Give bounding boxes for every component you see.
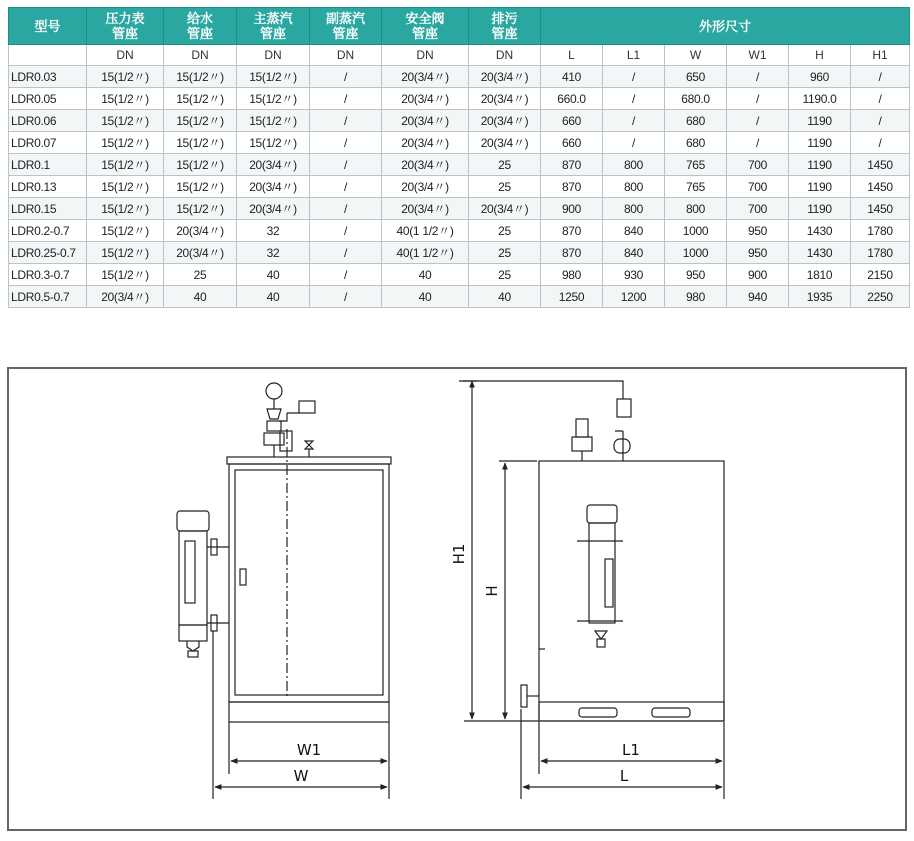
table-cell: 765 (665, 154, 727, 176)
table-row (9, 132, 910, 154)
table-cell: 15(1/2〃) (164, 154, 237, 176)
table-cell: 1190 (789, 198, 851, 220)
table-cell: 900 (541, 198, 603, 220)
col-aux-steam (310, 8, 382, 45)
table-cell: 1430 (789, 220, 851, 242)
table-row (9, 286, 910, 308)
unit-cell: DN (382, 45, 469, 66)
col-gauge-line1: 压力表 (105, 11, 145, 26)
unit-cell: DN (310, 45, 382, 66)
table-cell: / (310, 286, 382, 308)
table-row (9, 154, 910, 176)
col-gauge-line2: 管座 (111, 26, 138, 41)
table-cell: 20(3/4〃) (87, 286, 164, 308)
table-cell: 40 (164, 286, 237, 308)
table-cell: 15(1/2〃) (87, 176, 164, 198)
table-cell: / (851, 110, 910, 132)
col-drain-line1: 排污 (491, 11, 518, 26)
side-cabinet (539, 461, 724, 721)
table-cell: 1450 (851, 198, 910, 220)
table-cell: 1780 (851, 220, 910, 242)
table-body (9, 66, 910, 308)
table-cell: / (727, 132, 789, 154)
table-cell: 700 (727, 176, 789, 198)
col-aux-steam-line2: 管座 (332, 26, 359, 41)
table-row (9, 110, 910, 132)
table-cell: 870 (541, 154, 603, 176)
table-cell: 1450 (851, 154, 910, 176)
door-handle (240, 569, 246, 585)
table-cell: 20(3/4〃) (382, 88, 469, 110)
table-cell: 15(1/2〃) (237, 66, 310, 88)
table-cell: 40 (382, 264, 469, 286)
table-cell: 660 (541, 110, 603, 132)
table-cell: 40(1 1/2〃) (382, 220, 469, 242)
l1-label: L1 (622, 741, 640, 759)
table-cell: 40 (469, 286, 541, 308)
table-cell: 765 (665, 176, 727, 198)
table-cell: 870 (541, 176, 603, 198)
table-cell: / (727, 88, 789, 110)
col-main-steam-line1: 主蒸汽 (253, 11, 293, 26)
h1-label: H1 (450, 543, 468, 565)
table-cell: 680 (665, 110, 727, 132)
table-row (9, 242, 910, 264)
unit-cell: W (665, 45, 727, 66)
table-cell: 32 (237, 242, 310, 264)
table-cell: / (310, 242, 382, 264)
table-cell: 1190 (789, 110, 851, 132)
table-cell: 1935 (789, 286, 851, 308)
drawing-svg (9, 369, 905, 829)
unit-cell: W1 (727, 45, 789, 66)
table-cell: 15(1/2〃) (87, 66, 164, 88)
col-safety-line2: 管座 (411, 26, 438, 41)
table-cell: 15(1/2〃) (164, 88, 237, 110)
col-feed (164, 8, 237, 45)
unit-cell: DN (164, 45, 237, 66)
front-view (177, 383, 391, 799)
table-cell: 25 (469, 242, 541, 264)
table-cell: / (310, 88, 382, 110)
technical-drawing (7, 367, 907, 831)
table-cell: / (310, 176, 382, 198)
table-cell: 15(1/2〃) (164, 66, 237, 88)
table-cell: 1190 (789, 132, 851, 154)
table-cell: 1190.0 (789, 88, 851, 110)
h-label: H (483, 585, 501, 597)
model-cell: LDR0.15 (9, 198, 87, 220)
table-cell: 15(1/2〃) (87, 198, 164, 220)
table-cell: 25 (164, 264, 237, 286)
table-cell: 660.0 (541, 88, 603, 110)
col-drain (469, 8, 541, 45)
col-safety (382, 8, 469, 45)
table-cell: / (310, 220, 382, 242)
table-cell: / (851, 88, 910, 110)
w-label: W (293, 767, 309, 785)
table-cell: / (727, 66, 789, 88)
table-cell: 2250 (851, 286, 910, 308)
table-cell: 950 (727, 220, 789, 242)
model-cell: LDR0.5-0.7 (9, 286, 87, 308)
table-cell: 800 (603, 198, 665, 220)
table-cell: 680 (665, 132, 727, 154)
table-cell: 20(3/4〃) (164, 242, 237, 264)
table-cell: 680.0 (665, 88, 727, 110)
table-row (9, 176, 910, 198)
front-cabinet (229, 464, 389, 702)
table-row (9, 220, 910, 242)
table-row (9, 88, 910, 110)
table-cell: 40 (237, 286, 310, 308)
front-cabinet-door (235, 470, 383, 695)
table-cell: / (851, 66, 910, 88)
table-cell: 25 (469, 154, 541, 176)
col-drain-line2: 管座 (491, 26, 518, 41)
table-cell: 20(3/4〃) (382, 132, 469, 154)
table-cell: 1190 (789, 154, 851, 176)
front-top-cap (227, 457, 391, 464)
table-cell: / (310, 154, 382, 176)
table-cell: 20(3/4〃) (469, 66, 541, 88)
table-cell: 980 (541, 264, 603, 286)
table-cell: 15(1/2〃) (237, 88, 310, 110)
table-cell: 40(1 1/2〃) (382, 242, 469, 264)
table-cell: 1430 (789, 242, 851, 264)
table-row (9, 66, 910, 88)
col-main-steam-line2: 管座 (259, 26, 286, 41)
table-cell: / (603, 132, 665, 154)
table-cell: 1190 (789, 176, 851, 198)
table-cell: 410 (541, 66, 603, 88)
table-cell: 1250 (541, 286, 603, 308)
col-feed-line2: 管座 (186, 26, 213, 41)
col-main-steam (237, 8, 310, 45)
table-cell: 15(1/2〃) (237, 110, 310, 132)
table-cell: 15(1/2〃) (87, 132, 164, 154)
table-cell: 40 (237, 264, 310, 286)
model-cell: LDR0.3-0.7 (9, 264, 87, 286)
pressure-switch (299, 401, 315, 413)
table-cell: 15(1/2〃) (237, 132, 310, 154)
table-cell: 25 (469, 264, 541, 286)
table-cell: 950 (727, 242, 789, 264)
side-base (539, 702, 724, 721)
table-cell: 20(3/4〃) (237, 198, 310, 220)
table-cell: 650 (665, 66, 727, 88)
col-gauge (87, 8, 164, 45)
table-cell: / (603, 110, 665, 132)
unit-cell: L (541, 45, 603, 66)
table-cell: 800 (603, 176, 665, 198)
col-dimensions: 外形尺寸 (541, 8, 910, 45)
table-cell: 20(3/4〃) (382, 154, 469, 176)
table-cell: 1000 (665, 242, 727, 264)
model-cell: LDR0.1 (9, 154, 87, 176)
table-cell: 870 (541, 220, 603, 242)
table-cell: 20(3/4〃) (237, 154, 310, 176)
table-cell: 1450 (851, 176, 910, 198)
table-cell: 20(3/4〃) (469, 88, 541, 110)
table-cell: 800 (665, 198, 727, 220)
table-cell: 700 (727, 154, 789, 176)
table-cell: 15(1/2〃) (87, 154, 164, 176)
table-cell: / (851, 132, 910, 154)
table-cell: 800 (603, 154, 665, 176)
table-header-row (9, 8, 910, 45)
table-cell: / (310, 110, 382, 132)
table-cell: 20(3/4〃) (237, 176, 310, 198)
table-cell: 32 (237, 220, 310, 242)
table-cell: 25 (469, 220, 541, 242)
units-blank (9, 45, 87, 66)
table-cell: 1000 (665, 220, 727, 242)
pressure-gauge (266, 383, 282, 399)
table-cell: 15(1/2〃) (87, 264, 164, 286)
table-cell: 1780 (851, 242, 910, 264)
table-cell: 15(1/2〃) (164, 110, 237, 132)
model-cell: LDR0.07 (9, 132, 87, 154)
table-cell: / (310, 66, 382, 88)
table-cell: / (727, 110, 789, 132)
col-aux-steam-line1: 副蒸汽 (325, 11, 365, 26)
model-cell: LDR0.06 (9, 110, 87, 132)
table-cell: 20(3/4〃) (469, 132, 541, 154)
table-cell: 700 (727, 198, 789, 220)
table-cell: 20(3/4〃) (382, 176, 469, 198)
table-cell: 15(1/2〃) (87, 110, 164, 132)
l-label: L (619, 767, 629, 785)
model-cell: LDR0.03 (9, 66, 87, 88)
table-cell: 950 (665, 264, 727, 286)
w1-label: W1 (296, 741, 322, 759)
spec-table (8, 7, 910, 308)
table-cell: 25 (469, 176, 541, 198)
table-cell: 20(3/4〃) (469, 198, 541, 220)
table-cell: 15(1/2〃) (87, 220, 164, 242)
table-cell: 15(1/2〃) (87, 88, 164, 110)
col-model: 型号 (9, 8, 87, 45)
table-cell: / (310, 264, 382, 286)
table-cell: 940 (727, 286, 789, 308)
model-cell: LDR0.2-0.7 (9, 220, 87, 242)
table-cell: 15(1/2〃) (164, 132, 237, 154)
water-level-gauge (177, 511, 229, 657)
table-cell: 15(1/2〃) (164, 176, 237, 198)
unit-cell: DN (237, 45, 310, 66)
table-cell: 20(3/4〃) (382, 198, 469, 220)
table-cell: 1810 (789, 264, 851, 286)
table-row (9, 264, 910, 286)
table-units-row (9, 45, 910, 66)
table-cell: 15(1/2〃) (87, 242, 164, 264)
table-cell: / (603, 66, 665, 88)
table-cell: 960 (789, 66, 851, 88)
table-cell: 2150 (851, 264, 910, 286)
table-cell: 40 (382, 286, 469, 308)
table-cell: 20(3/4〃) (469, 110, 541, 132)
unit-cell: L1 (603, 45, 665, 66)
table-cell: 20(3/4〃) (382, 110, 469, 132)
table-cell: 840 (603, 220, 665, 242)
unit-cell: H1 (851, 45, 910, 66)
front-base (229, 702, 389, 722)
table-row (9, 198, 910, 220)
table-cell: 980 (665, 286, 727, 308)
unit-cell: DN (469, 45, 541, 66)
table-cell: 660 (541, 132, 603, 154)
unit-cell: H (789, 45, 851, 66)
table-cell: 1200 (603, 286, 665, 308)
model-cell: LDR0.13 (9, 176, 87, 198)
col-safety-line1: 安全阀 (405, 11, 445, 26)
table-cell: 870 (541, 242, 603, 264)
unit-cell: DN (87, 45, 164, 66)
table-cell: / (310, 132, 382, 154)
table-cell: / (603, 88, 665, 110)
table-cell: / (310, 198, 382, 220)
table-cell: 20(3/4〃) (164, 220, 237, 242)
model-cell: LDR0.25-0.7 (9, 242, 87, 264)
table-cell: 900 (727, 264, 789, 286)
model-cell: LDR0.05 (9, 88, 87, 110)
table-cell: 20(3/4〃) (382, 66, 469, 88)
table-cell: 15(1/2〃) (164, 198, 237, 220)
table-cell: 840 (603, 242, 665, 264)
col-feed-line1: 给水 (186, 11, 213, 26)
table-cell: 930 (603, 264, 665, 286)
